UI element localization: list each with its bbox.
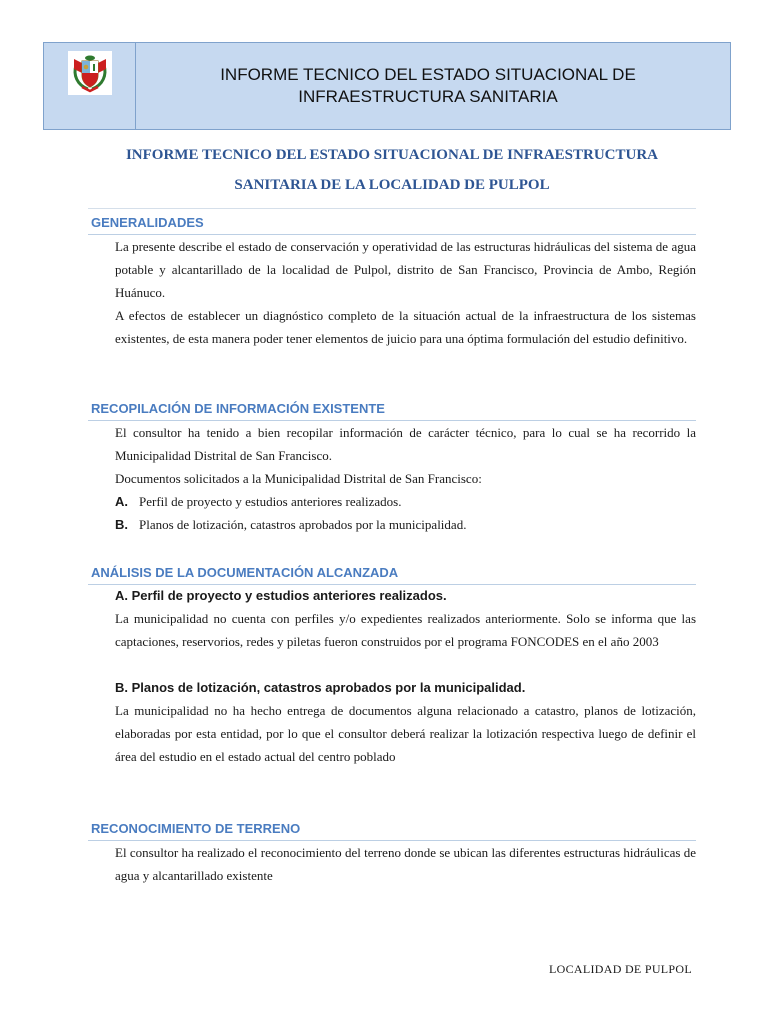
section-reconocimiento <box>88 817 696 887</box>
list-letter: B. <box>115 517 128 532</box>
peru-coat-of-arms-icon <box>68 51 112 95</box>
paragraph: El consultor ha tenido a bien recopilar información de carácter técnico, para lo cual se ha recorrido la Municipalidad Distrital de San Francisco. <box>115 425 696 463</box>
paragraph: La municipalidad no ha hecho entrega de documentos alguna relacionado a catastro, planos de lotización, elaboradas por esta entidad, por lo que el consultor deberá realizar la lotización respectiva luego de definir el área del estudio en el estado actual del centro poblado <box>115 703 696 764</box>
subsection-heading-a: A. Perfil de proyecto y estudios anteriores realizados. <box>115 588 447 603</box>
paragraph: El consultor ha realizado el reconocimiento del terreno donde se ubican las diferentes estructuras hidráulicas de agua y alcantarillado existente <box>115 845 696 883</box>
document-header <box>43 42 731 130</box>
list-item <box>115 513 696 536</box>
section-analisis <box>88 561 696 768</box>
section-body-a <box>115 607 696 653</box>
header-title <box>136 43 730 129</box>
document-title <box>88 140 696 209</box>
header-title-line2: INFRAESTRUCTURA SANITARIA <box>298 87 558 106</box>
list-item <box>115 490 696 513</box>
list-letter: A. <box>115 494 128 509</box>
paragraph: La municipalidad no cuenta con perfiles y/o expedientes realizados anteriormente. Solo se informa que las captaciones, reservorios, redes y piletas fueron construidos por el programa FONCODES en el año 2003 <box>115 611 696 649</box>
section-heading: RECOPILACIÓN DE INFORMACIÓN EXISTENTE <box>88 397 696 421</box>
section-body-b <box>115 699 696 768</box>
list-text: Perfil de proyecto y estudios anteriores realizados. <box>139 494 402 509</box>
section-heading: GENERALIDADES <box>88 211 696 235</box>
document-title-line1: INFORME TECNICO DEL ESTADO SITUACIONAL DE INFRAESTRUCTURA <box>125 147 659 163</box>
section-heading: RECONOCIMIENTO DE TERRENO <box>88 817 696 841</box>
section-body <box>115 841 696 887</box>
page-footer: LOCALIDAD DE PULPOL <box>548 962 692 976</box>
paragraph: Documentos solicitados a la Municipalidad Distrital de San Francisco: <box>115 471 482 486</box>
section-body <box>115 235 696 350</box>
list-text: Planos de lotización, catastros aprobados por la municipalidad. <box>139 517 467 532</box>
paragraph: La presente describe el estado de conservación y operatividad de las estructuras hidráulicas del sistema de agua potable y alcantarillado de la localidad de Pulpol, distrito de San Francisco, Provincia de Ambo, Región Huánuco. <box>115 239 696 300</box>
section-body <box>115 421 696 536</box>
section-recopilacion <box>88 397 696 536</box>
paragraph: A efectos de establecer un diagnóstico completo de la situación actual de la infraestructura de los sistemas existentes, de esta manera poder tener elementos de juicio para una óptima formulación del estudio definitivo. <box>115 308 696 346</box>
section-heading: ANÁLISIS DE LA DOCUMENTACIÓN ALCANZADA <box>88 561 696 585</box>
section-generalidades <box>88 211 696 350</box>
header-title-line1: INFORME TECNICO DEL ESTADO SITUACIONAL DE <box>220 65 636 84</box>
subsection-heading-b: B. Planos de lotización, catastros aprobados por la municipalidad. <box>115 680 526 695</box>
logo-cell <box>44 43 136 129</box>
document-title-line2: SANITARIA DE LA LOCALIDAD DE PULPOL <box>234 177 550 193</box>
